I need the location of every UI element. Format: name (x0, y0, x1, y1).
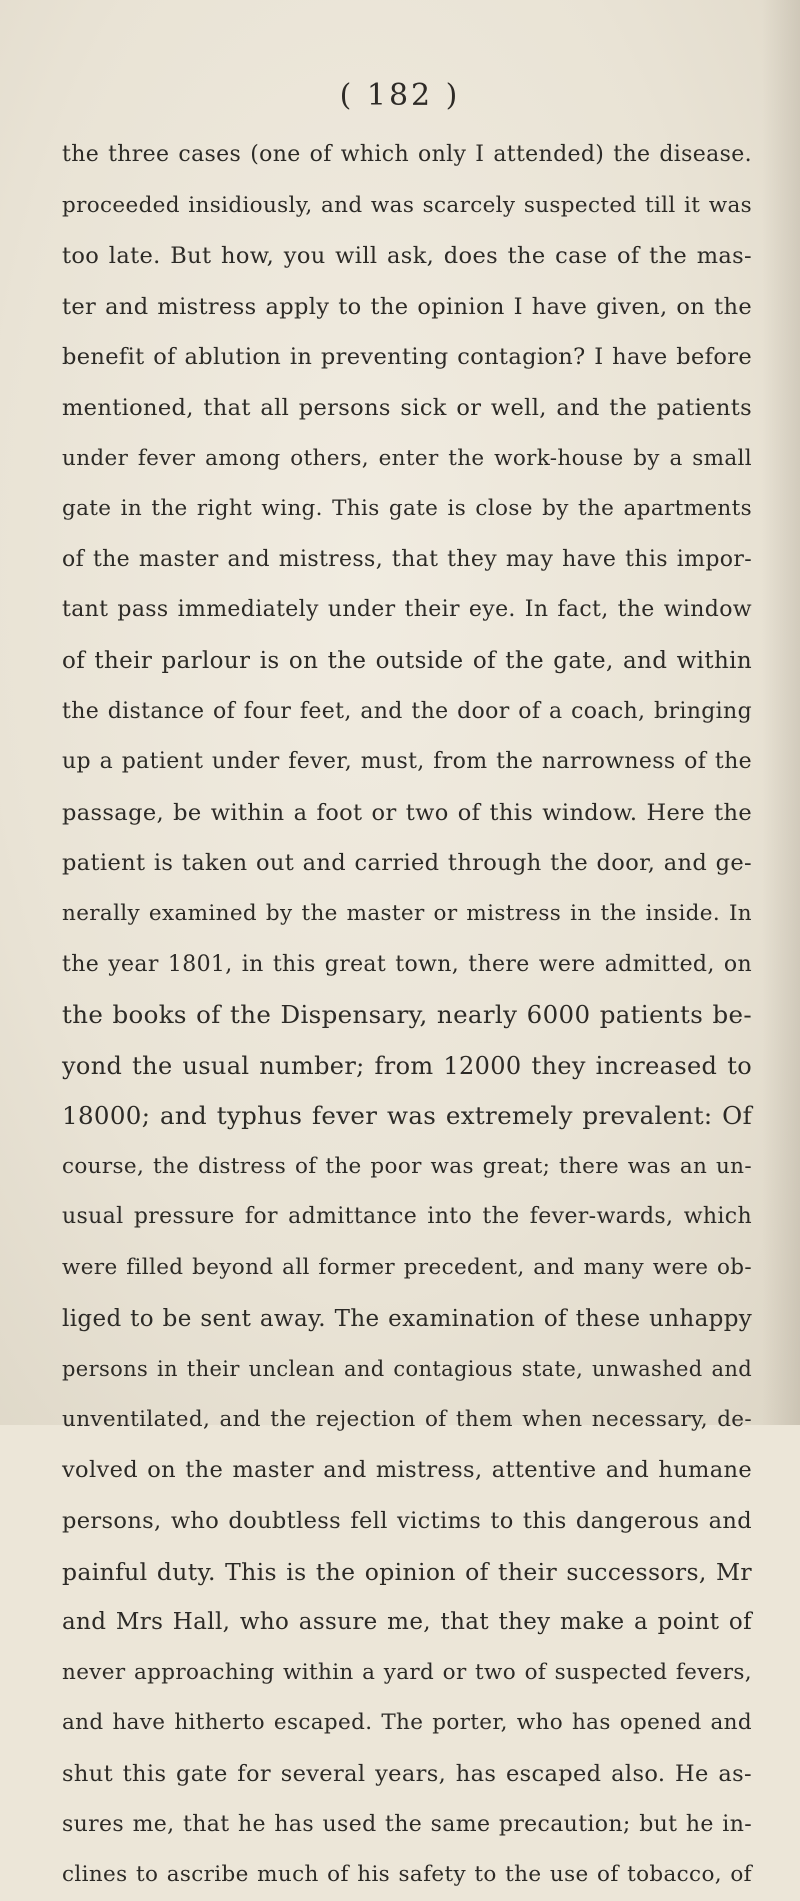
text-line: patient is taken out and carried through the door, and ge- (62, 850, 752, 877)
text-line: unventilated, and the rejection of them when necessary, de- (62, 1406, 752, 1432)
text-line: tant pass immediately under their eye. In fact, the window (62, 597, 752, 623)
text-line: the year 1801, in this great town, there were admitted, on (62, 951, 752, 977)
text-line: benefit of ablution in preventing contagion? I have before (62, 344, 752, 371)
text-line: the distance of four feet, and the door of a coach, bringing (62, 698, 752, 724)
text-line: painful duty. This is the opinion of their successors, Mr (62, 1557, 752, 1586)
text-line: were filled beyond all former precedent, and many were ob- (62, 1255, 752, 1281)
text-line: up a patient under fever, must, from the narrowness of the (62, 749, 752, 775)
text-line: under fever among others, enter the work-house by a small (62, 445, 752, 471)
page-edge-shadow (762, 0, 800, 1425)
page-number: ( 182 ) (339, 78, 461, 113)
text-line: gate in the right wing. This gate is close by the apartments (62, 496, 752, 522)
text-line: the books of the Dispensary, nearly 6000 patients be- (62, 1000, 752, 1030)
text-line: never approaching within a yard or two of suspected fevers, (62, 1659, 752, 1685)
text-line: shut this gate for several years, has escaped also. He as- (62, 1761, 752, 1787)
text-line: persons in their unclean and contagious state, unwashed and (62, 1357, 752, 1382)
text-line: clines to ascribe much of his safety to the use of tobacco, of (62, 1862, 752, 1888)
text-line: volved on the master and mistress, attentive and humane (62, 1457, 752, 1484)
text-line: ter and mistress apply to the opinion I have given, on the (62, 293, 752, 320)
text-line: nerally examined by the master or mistress in the inside. In (62, 900, 752, 926)
text-line: of the master and mistress, that they may have this impor- (62, 546, 752, 572)
text-line: sures me, that he has used the same precaution; but he in- (62, 1811, 752, 1837)
text-line: usual pressure for admittance into the fever-wards, which (62, 1204, 752, 1230)
text-line: too late. But how, you will ask, does the case of the mas- (62, 243, 752, 270)
text-line: yond the usual number; from 12000 they increased to (62, 1051, 752, 1080)
text-line: mentioned, that all persons sick or well, and the patients (62, 394, 752, 421)
text-line: and have hitherto escaped. The porter, who has opened and (62, 1710, 752, 1736)
text-line: 18000; and typhus fever was extremely prevalent: Of (62, 1101, 752, 1131)
text-line: proceeded insidiously, and was scarcely suspected till it was (62, 192, 752, 218)
text-line: liged to be sent away. The examination of these unhappy (62, 1305, 753, 1332)
text-line: persons, who doubtless fell victims to this dangerous and (62, 1508, 752, 1535)
text-line: and Mrs Hall, who assure me, that they make a point of (62, 1609, 752, 1636)
text-line: course, the distress of the poor was great; there was an un- (62, 1153, 752, 1179)
text-line: of their parlour is on the outside of the gate, and within (62, 647, 752, 674)
text-line: passage, be within a foot or two of this window. Here the (62, 799, 752, 826)
text-line: the three cases (one of which only I attended) the disease. (62, 142, 752, 167)
body-text (62, 130, 752, 1901)
